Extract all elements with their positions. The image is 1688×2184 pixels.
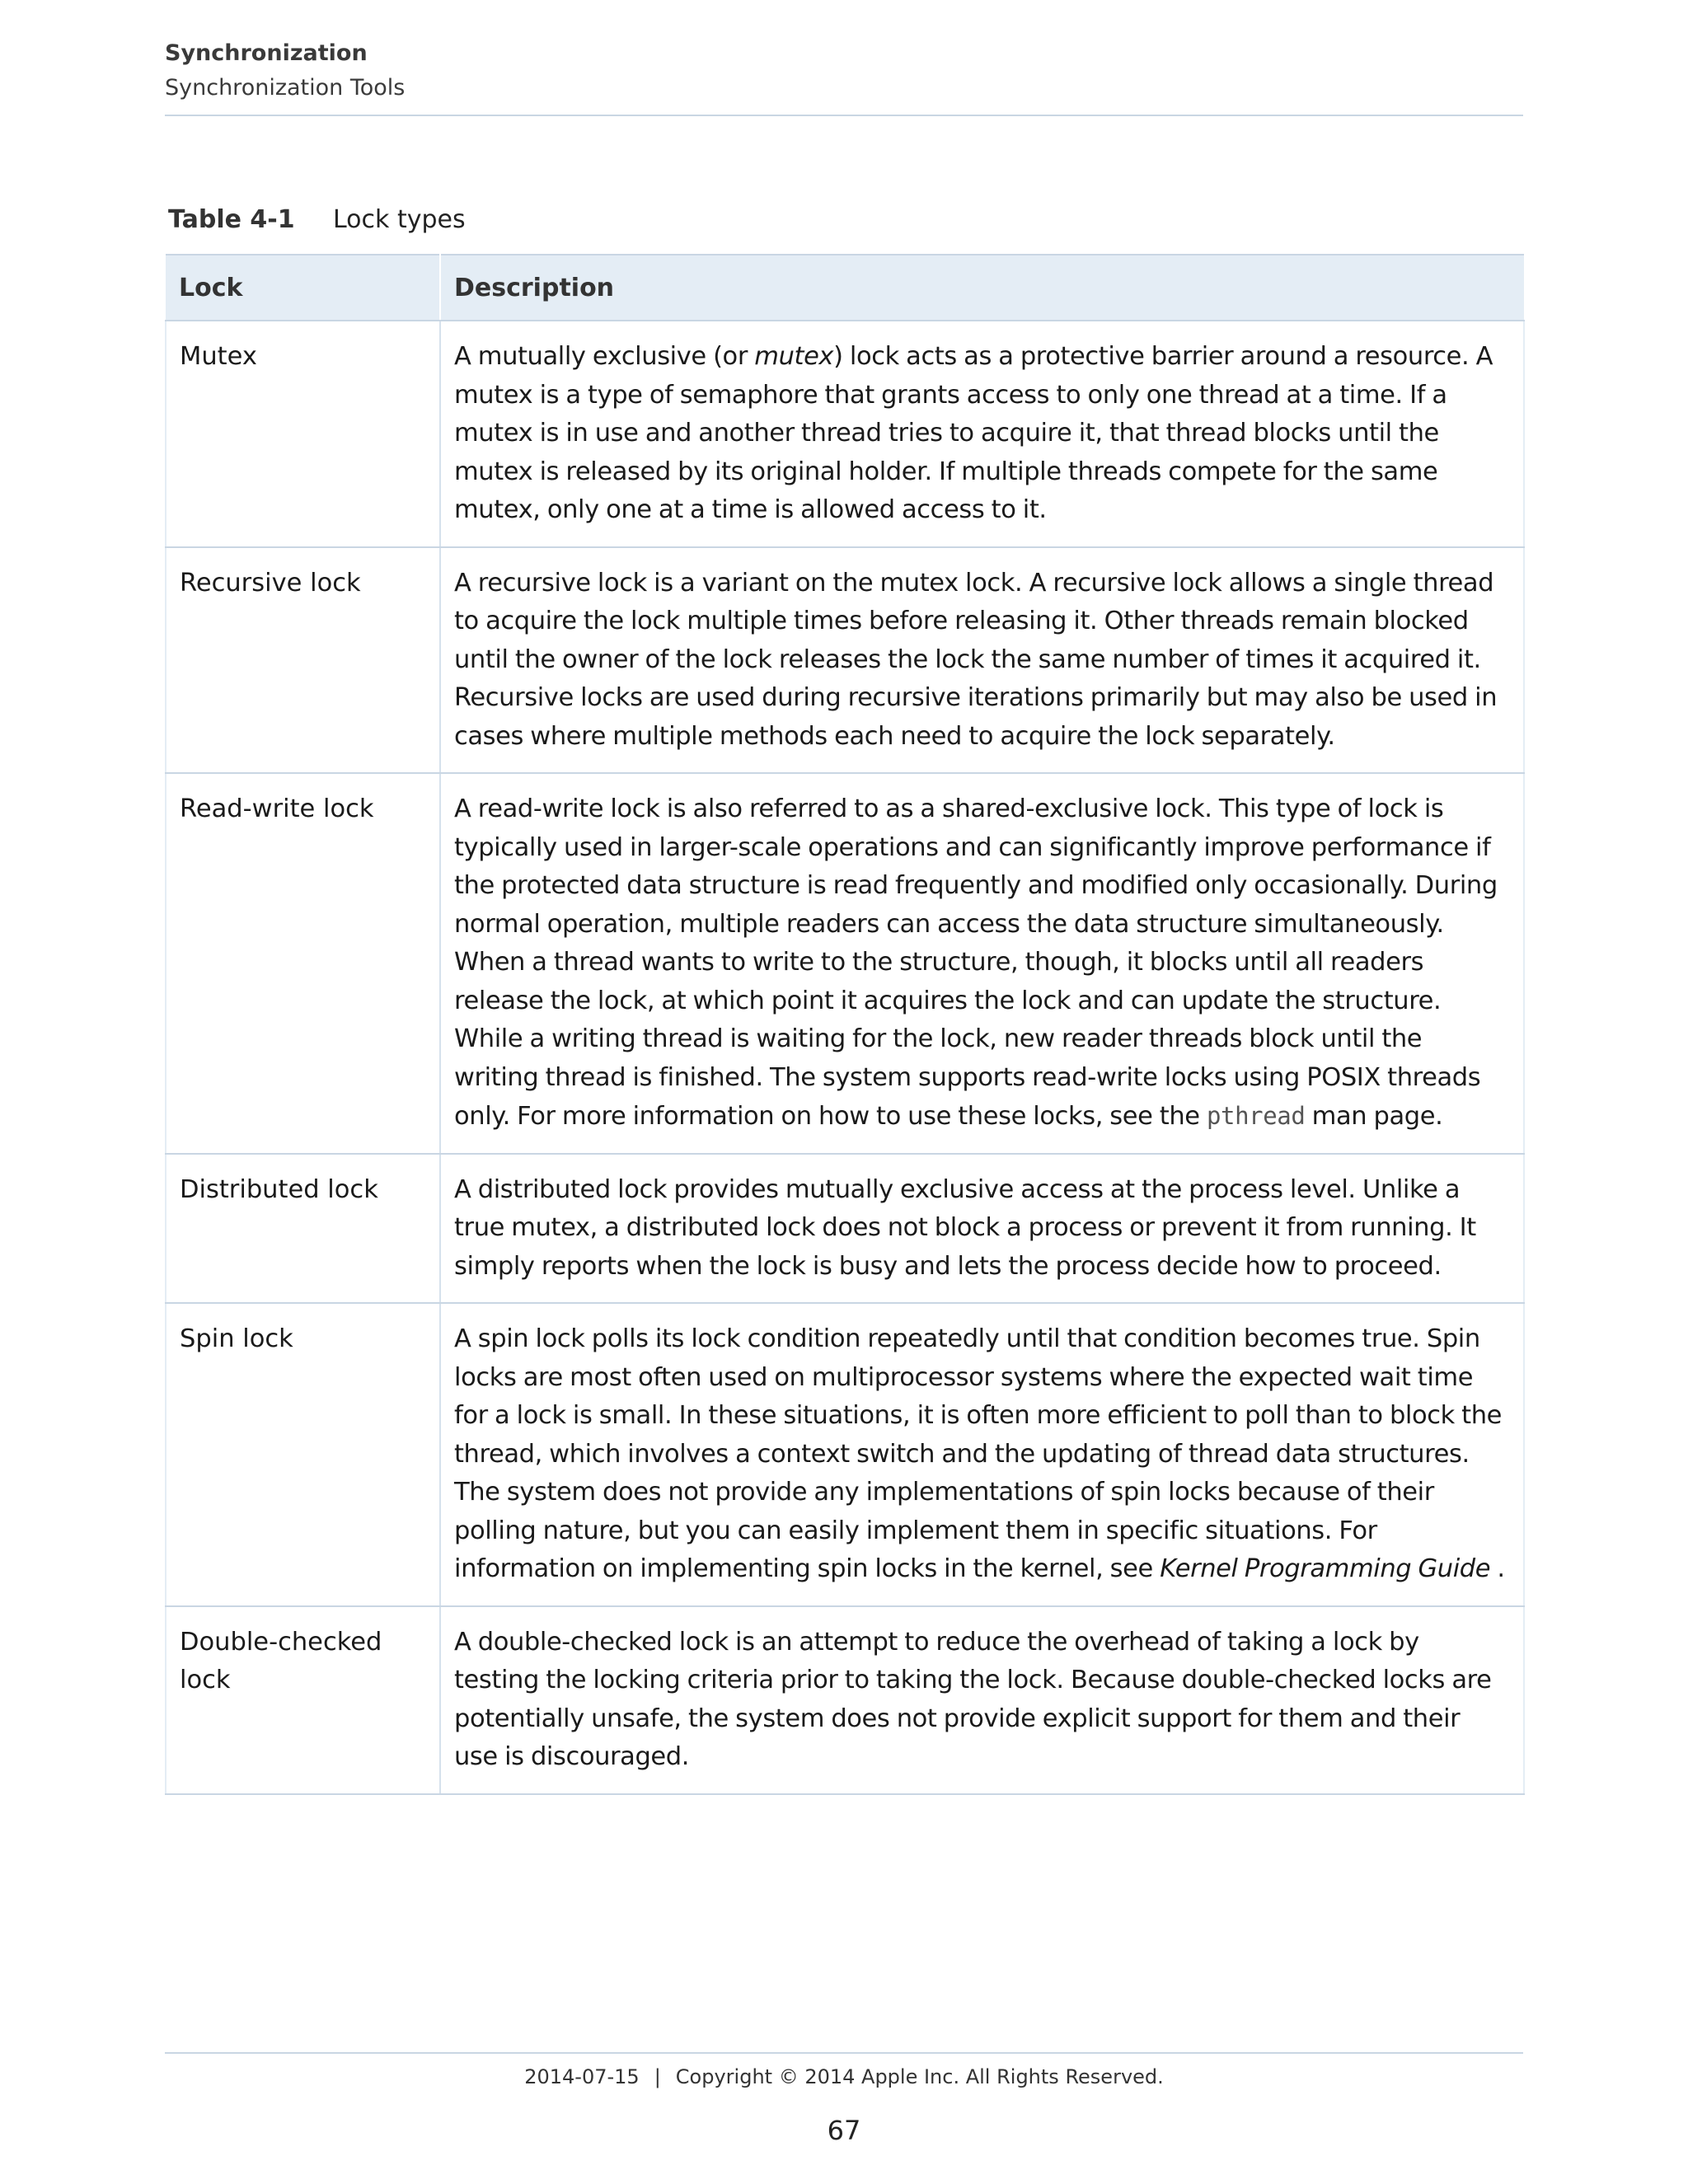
table-number: Table 4-1 bbox=[168, 205, 295, 234]
section-title: Synchronization Tools bbox=[165, 75, 406, 101]
lock-description-distributed: A distributed lock provides mutually exclusive access at the process level. Unlike a true mutex, a distributed lock does not block a process or prevent it from running. It simply reports when the lock is busy and lets the process decide how to proceed. bbox=[440, 1154, 1524, 1304]
table-row bbox=[166, 773, 1524, 1154]
lock-name-mutex: Mutex bbox=[166, 321, 440, 547]
page-number: 67 bbox=[827, 2115, 861, 2146]
lock-description-spin bbox=[440, 1303, 1524, 1606]
description-text: man page. bbox=[1305, 1102, 1443, 1131]
table-header-row bbox=[166, 255, 1524, 321]
lock-description-recursive: A recursive lock is a variant on the mutex lock. A recursive lock allows a single thread to acquire the lock multiple times before releasing it. Other threads remain blocked until the owner of the lock releases the lock the same number of times it acquired it. Recursive locks are used during recursive iterations primarily but may also be used in cases where multiple methods each need to acquire the lock separately. bbox=[440, 547, 1524, 774]
running-header bbox=[165, 36, 1523, 105]
description-text: A mutually exclusive (or bbox=[454, 342, 755, 371]
footer-separator: | bbox=[654, 2065, 661, 2088]
lock-description-mutex bbox=[440, 321, 1524, 547]
code-reference: pthread bbox=[1206, 1102, 1306, 1130]
table-caption bbox=[168, 203, 466, 237]
column-header-description: Description bbox=[440, 255, 1524, 321]
footer-divider bbox=[165, 2052, 1523, 2054]
footer bbox=[165, 2065, 1523, 2088]
lock-description-read-write bbox=[440, 773, 1524, 1154]
table-row bbox=[166, 1154, 1524, 1304]
lock-name-double-checked: Double-checked lock bbox=[166, 1606, 440, 1794]
table-row bbox=[166, 321, 1524, 547]
description-text: A spin lock polls its lock condition repeatedly until that condition becomes true. Spin locks are most often used on multiprocessor systems where the expected wait time for a lock is small. In these situations, it is often more efficient to poll than to block the thread, which involves a context switch and the updating of thread data structures. The system does not provide any implementations of spin locks because of their polling nature, but you can easily implement them in specific situations. For information on implementing spin locks in the kernel, see bbox=[454, 1324, 1503, 1583]
table-row bbox=[166, 547, 1524, 774]
lock-name-spin: Spin lock bbox=[166, 1303, 440, 1606]
lock-name-read-write: Read-write lock bbox=[166, 773, 440, 1154]
header-divider bbox=[165, 115, 1523, 116]
table-row bbox=[166, 1606, 1524, 1794]
emphasis-term: mutex bbox=[754, 342, 834, 371]
column-header-lock: Lock bbox=[166, 255, 440, 321]
lock-name-recursive: Recursive lock bbox=[166, 547, 440, 774]
table-title: Lock types bbox=[333, 205, 466, 234]
table-row bbox=[166, 1303, 1524, 1606]
book-title-link: Kernel Programming Guide bbox=[1160, 1554, 1491, 1583]
lock-name-distributed: Distributed lock bbox=[166, 1154, 440, 1304]
footer-date: 2014-07-15 bbox=[524, 2065, 640, 2088]
chapter-title: Synchronization bbox=[165, 40, 368, 66]
lock-types-table bbox=[165, 254, 1525, 1795]
description-text: . bbox=[1490, 1554, 1505, 1583]
description-text: A read-write lock is also referred to as a shared-exclusive lock. This type of lock is typically used in larger-scale operations and can significantly improve performance if the protected data structure is read frequently and modified only occasionally. During normal operation, multiple readers can access the data structure simultaneously. When a thread wants to write to the structure, though, it blocks until all readers release the lock, at which point it acquires the lock and can update the structure. While a writing thread is waiting for the lock, new reader threads block until the writing thread is finished. The system supports read-write locks using POSIX threads only. For more information on how to use these locks, see the bbox=[454, 794, 1498, 1131]
footer-copyright: Copyright © 2014 Apple Inc. All Rights Reserved. bbox=[675, 2065, 1164, 2088]
description-text: ) lock acts as a protective barrier around a resource. A mutex is a type of semaphore that grants access to only one thread at a time. If a mutex is in use and another thread tries to acquire it, that thread blocks until the mutex is released by its original holder. If multiple threads compete for the same mutex, only one at a time is allowed access to it. bbox=[454, 342, 1493, 524]
lock-description-double-checked: A double-checked lock is an attempt to reduce the overhead of taking a lock by testing the locking criteria prior to taking the lock. Because double-checked locks are potentially unsafe, the system does not provide explicit support for them and their use is discouraged. bbox=[440, 1606, 1524, 1794]
